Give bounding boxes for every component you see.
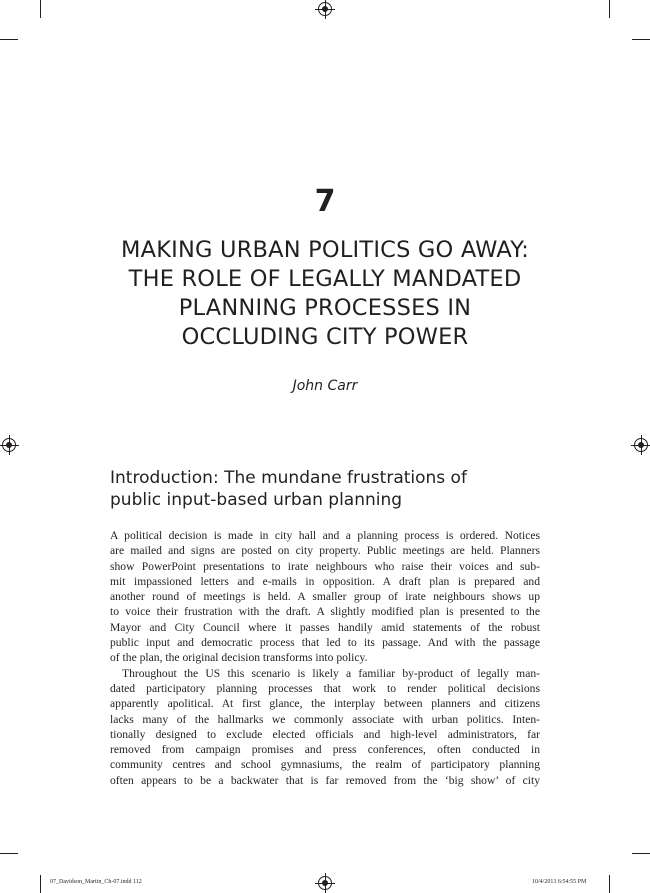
body-line: are mailed and signs are posted on city property. Public meetings are held. Planners	[110, 544, 540, 558]
crop-mark-right-top	[632, 39, 650, 40]
crop-mark-left-bottom	[0, 853, 18, 854]
body-line: apparently apolitical. At first glance, the interplay between planners and citizens	[110, 697, 540, 711]
crop-mark-right-bottom	[632, 853, 650, 854]
body-line: public input and democratic process that led to its passage. And with the passage	[110, 636, 540, 650]
body-line: Mayor and City Council where it passes handily amid statements of the robust	[110, 620, 540, 634]
slug-file-name: 07_Davidson_Martin_Ch-07.indd 112	[50, 879, 142, 885]
chapter-title	[95, 236, 555, 352]
chapter-title-line: OCCLUDING CITY POWER	[181, 324, 469, 350]
chapter-number: 7	[314, 184, 336, 219]
crop-mark-bottom-left	[40, 875, 41, 893]
chapter-title-line: MAKING URBAN POLITICS GO AWAY:	[121, 237, 529, 263]
crop-mark-top-right	[609, 0, 610, 18]
registration-mark-icon	[634, 438, 648, 452]
crop-mark-top-left	[40, 0, 41, 18]
section-heading	[110, 467, 550, 511]
registration-mark-icon	[318, 876, 332, 890]
body-line: A political decision is made in city hall and a planning process is ordered. Notices	[110, 529, 540, 542]
body-line: another round of meetings is held. A smaller group of irate neighbours shows up	[110, 590, 540, 604]
section-heading-line: public input-based urban planning	[110, 490, 403, 510]
body-line: to voice their frustration with the draft. A slightly modified plan is presented to the	[110, 605, 540, 619]
body-text	[110, 528, 540, 788]
slug-timestamp: 10/4/2013 6:54:55 PM	[532, 879, 587, 885]
body-line: often appears to be a backwater that is far removed from the ‘big show’ of city	[110, 773, 540, 787]
chapter-title-line: PLANNING PROCESSES IN	[178, 295, 472, 321]
crop-mark-left-top	[0, 39, 18, 40]
body-line: lacks many of the hallmarks we commonly associate with urban politics. Inten-	[110, 712, 540, 726]
body-line: mit impassioned letters and e-mails in opposition. A draft plan is prepared and	[110, 574, 540, 588]
body-line: show PowerPoint presentations to irate neighbours who raise their voices and sub-	[110, 559, 540, 573]
chapter-title-line: THE ROLE OF LEGALLY MANDATED	[128, 266, 522, 292]
body-line: removed from campaign promises and press conferences, often conducted in	[110, 743, 540, 757]
section-heading-line: Introduction: The mundane frustrations of	[110, 468, 467, 488]
registration-mark-icon	[318, 2, 332, 16]
body-line: of the plan, the original decision transforms into policy.	[110, 651, 368, 665]
chapter-author: John Carr	[292, 378, 358, 394]
body-line: community centres and school gymnasiums, the realm of participatory planning	[110, 758, 540, 772]
body-line: dated participatory planning processes that work to render political decisions	[110, 681, 540, 695]
crop-mark-bottom-right	[609, 875, 610, 893]
body-line: Throughout the US this scenario is likely a familiar by-product of legally man-	[122, 666, 540, 680]
registration-mark-icon	[2, 438, 16, 452]
body-line: tionally designed to exclude elected officials and high-level administrators, far	[110, 727, 540, 741]
